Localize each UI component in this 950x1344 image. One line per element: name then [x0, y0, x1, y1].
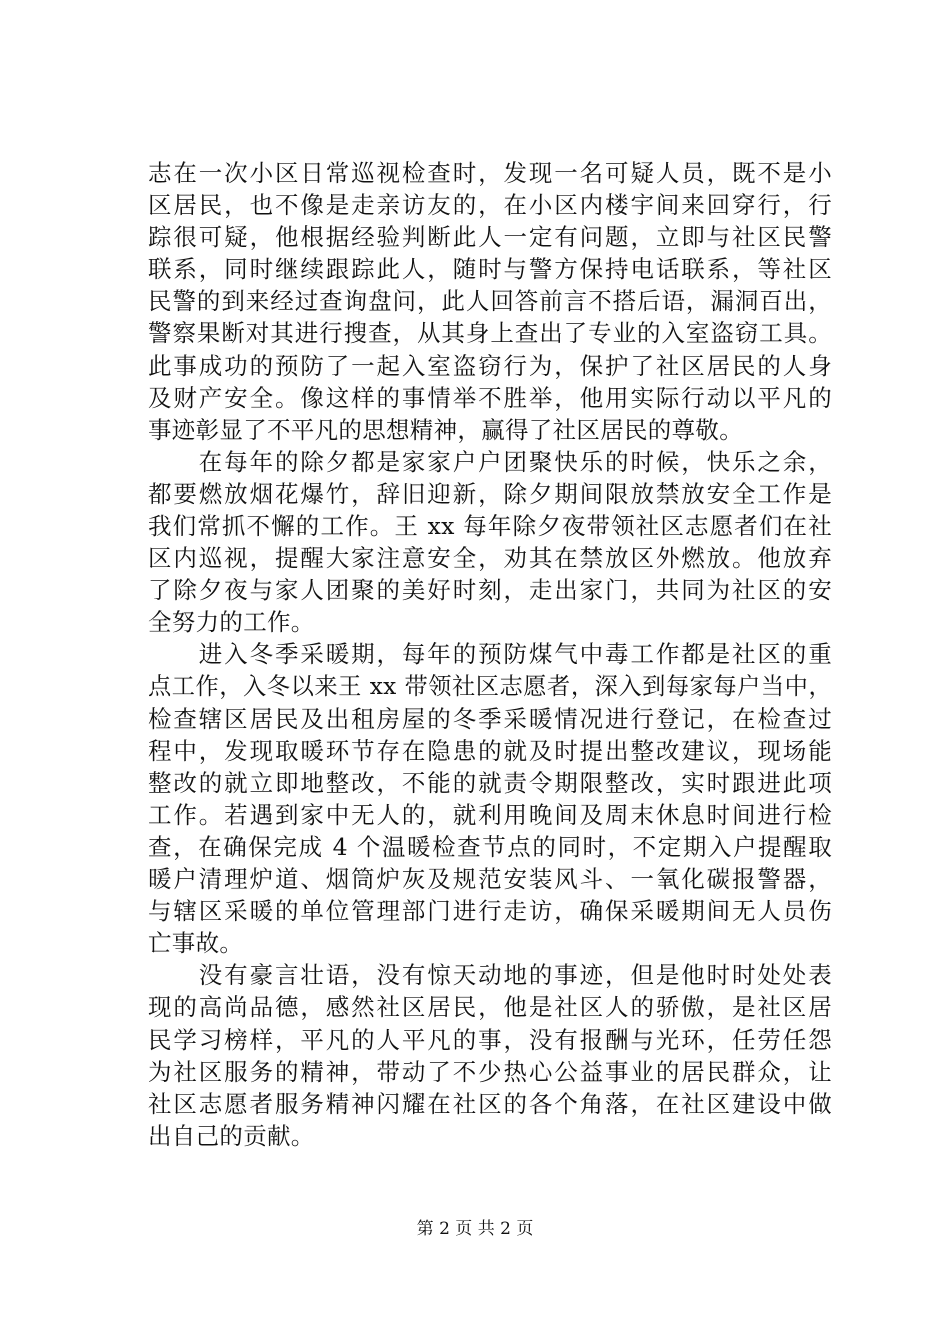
text-line: 联系，同时继续跟踪此人，随时与警方保持电话联系，等社区 — [148, 255, 832, 284]
text-line: 都要燃放烟花爆竹，辞旧迎新，除夕期间限放禁放安全工作是 — [148, 479, 832, 508]
text-line: 进入冬季采暖期，每年的预防煤气中毒工作都是社区的重 — [148, 640, 832, 669]
text-line: 踪很可疑，他根据经验判断此人一定有问题，立即与社区民警 — [148, 223, 832, 252]
text-line: 出自己的贡献。 — [148, 1121, 315, 1150]
page-footer: 第 2 页 共 2 页 — [416, 1219, 534, 1239]
text-line: 全努力的工作。 — [148, 608, 315, 637]
document-body — [148, 157, 832, 1152]
text-line: 此事成功的预防了一起入室盗窃行为，保护了社区居民的人身 — [148, 351, 832, 380]
text-line: 没有豪言壮语，没有惊天动地的事迹，但是他时时处处表 — [148, 961, 832, 990]
text-line: 程中，发现取暖环节存在隐患的就及时提出整改建议，现场能 — [148, 736, 832, 765]
text-line: 区内巡视，提醒大家注意安全，劝其在禁放区外燃放。他放弃 — [148, 544, 832, 573]
text-line: 亡事故。 — [148, 929, 244, 958]
text-line: 社区志愿者服务精神闪耀在社区的各个角落，在社区建设中做 — [148, 1089, 832, 1118]
text-line: 在每年的除夕都是家家户户团聚快乐的时候，快乐之余， — [148, 447, 832, 476]
text-line: 整改的就立即地整改，不能的就责令期限整改，实时跟进此项 — [148, 768, 832, 797]
text-line: 为社区服务的精神，带动了不少热心公益事业的居民群众，让 — [148, 1057, 832, 1086]
text-line: 民学习榜样，平凡的人平凡的事，没有报酬与光环，任劳任怨 — [148, 1025, 832, 1054]
text-line: 志在一次小区日常巡视检查时，发现一名可疑人员，既不是小 — [148, 159, 832, 187]
text-line: 及财产安全。像这样的事情举不胜举，他用实际行动以平凡的 — [148, 383, 832, 412]
text-line: 点工作，入冬以来王 xx 带领社区志愿者，深入到每家每户当中， — [148, 672, 832, 700]
text-line: 区居民，也不像是走亲访友的，在小区内楼宇间来回穿行，行 — [148, 191, 832, 220]
text-line: 查，在确保完成 4 个温暖检查节点的同时，不定期入户提醒取 — [148, 832, 832, 861]
text-line: 暖户清理炉道、烟筒炉灰及规范安装风斗、一氧化碳报警器， — [148, 865, 832, 894]
text-line: 我们常抓不懈的工作。王 xx 每年除夕夜带领社区志愿者们在社 — [148, 512, 832, 541]
text-line: 现的高尚品德，感然社区居民，他是社区人的骄傲，是社区居 — [148, 993, 832, 1022]
text-line: 工作。若遇到家中无人的，就利用晚间及周末休息时间进行检 — [148, 800, 832, 829]
text-line: 民警的到来经过查询盘问，此人回答前言不搭后语，漏洞百出， — [148, 287, 832, 316]
text-line: 事迹彰显了不平凡的思想精神，赢得了社区居民的尊敬。 — [148, 415, 743, 444]
text-line: 与辖区采暖的单位管理部门进行走访，确保采暖期间无人员伤 — [148, 897, 832, 926]
text-line: 了除夕夜与家人团聚的美好时刻，走出家门，共同为社区的安 — [148, 576, 832, 605]
text-line: 检查辖区居民及出租房屋的冬季采暖情况进行登记，在检查过 — [148, 704, 832, 733]
text-line: 警察果断对其进行搜查，从其身上查出了专业的入室盗窃工具。 — [148, 319, 832, 348]
